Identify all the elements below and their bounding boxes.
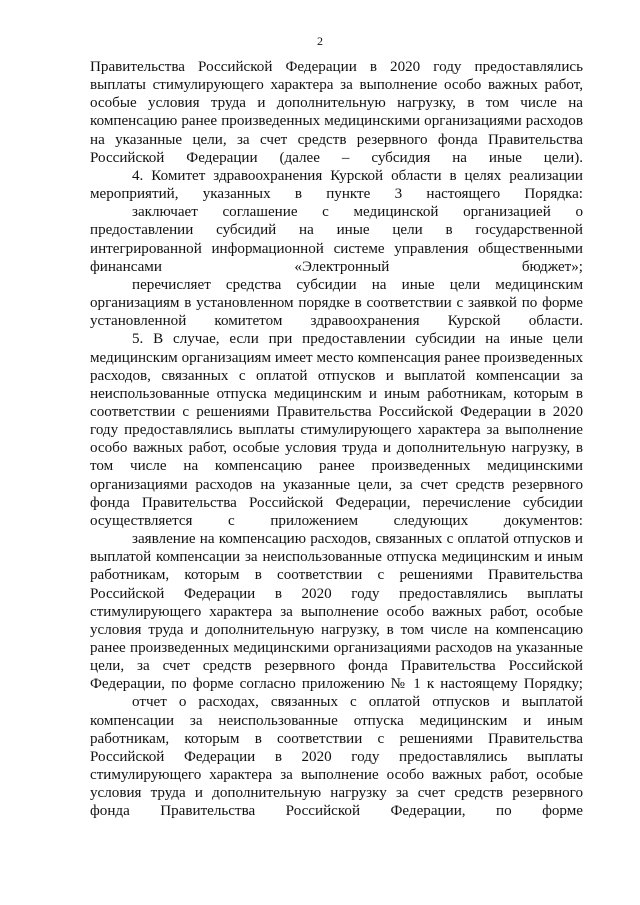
paragraph-continuation: Правительства Российской Федерации в 2020 году предоставлялись выплаты стимулирующего характера за выполнение особо важных работ, особые условия труда и дополнительную нагрузку, в том числе на компенсацию ранее произведенных медицинскими организациями расходов на указанные цели, за счет средств резервного фонда Правительства Российской Федерации (далее – субсидия на иные цели). <box>90 59 583 166</box>
document-body <box>90 58 583 821</box>
page-number: 2 <box>317 34 323 48</box>
paragraph-application: заявление на компенсацию расходов, связанных с оплатой отпусков и выплатой компенсации за неиспользованные отпуска медицинским и иным работникам, которым в соответствии с решениями Правительства Российской Федерации в 2020 году предоставлялись выплаты стимулирующего характера за выполнение особо важных работ, особые условия труда и дополнительную нагрузку, в том числе на компенсацию ранее произведенных медицинскими организациями расходов на указанные цели, за счет средств резервного фонда Правительства Российской Федерации, по форме согласно приложению № 1 к настоящему Порядку; <box>90 531 583 693</box>
paragraph-item-4: 4. Комитет здравоохранения Курской области в целях реализации мероприятий, указанных в пункте 3 настоящего Порядка: <box>90 167 583 203</box>
paragraph-report: отчет о расходах, связанных с оплатой отпусков и выплатой компенсации за неиспользованные отпуска медицинским и иным работникам, которым в соответствии с решениями Правительства Российской Федерации в 2020 году предоставлялись выплаты стимулирующего характера за выполнение особо важных работ, особые условия труда и дополнительную нагрузку за счет средств резервного фонда Правительства Российской Федерации, по форме <box>90 694 583 820</box>
paragraph-item-5: 5. В случае, если при предоставлении субсидии на иные цели медицинским организациям имеет место компенсация ранее произведенных расходов, связанных с оплатой отпусков и выплатой компенсации за неиспользованные отпуска медицинским и иным работникам, которым в соответствии с решениями Правительства Российской Федерации в 2020 году предоставлялись выплаты стимулирующего характера за выполнение особо важных работ, особые условия труда и дополнительную нагрузку, в том числе на компенсацию ранее произведенных медицинскими организациями расходов на указанные цели, за счет средств резервного фонда Правительства Российской Федерации, перечисление субсидии осуществляется с приложением следующих документов: <box>90 331 583 529</box>
paragraph-agreement: заключает соглашение с медицинской организацией о предоставлении субсидий на иные цели в государственной интегрированной информационной системе управления общественными финансами «Электронный бюджет»; <box>90 204 583 275</box>
paragraph-transfer: перечисляет средства субсидии на иные цели медицинским организациям в установленном порядке в соответствии с заявкой по форме установленной комитетом здравоохранения Курской области. <box>90 276 583 330</box>
